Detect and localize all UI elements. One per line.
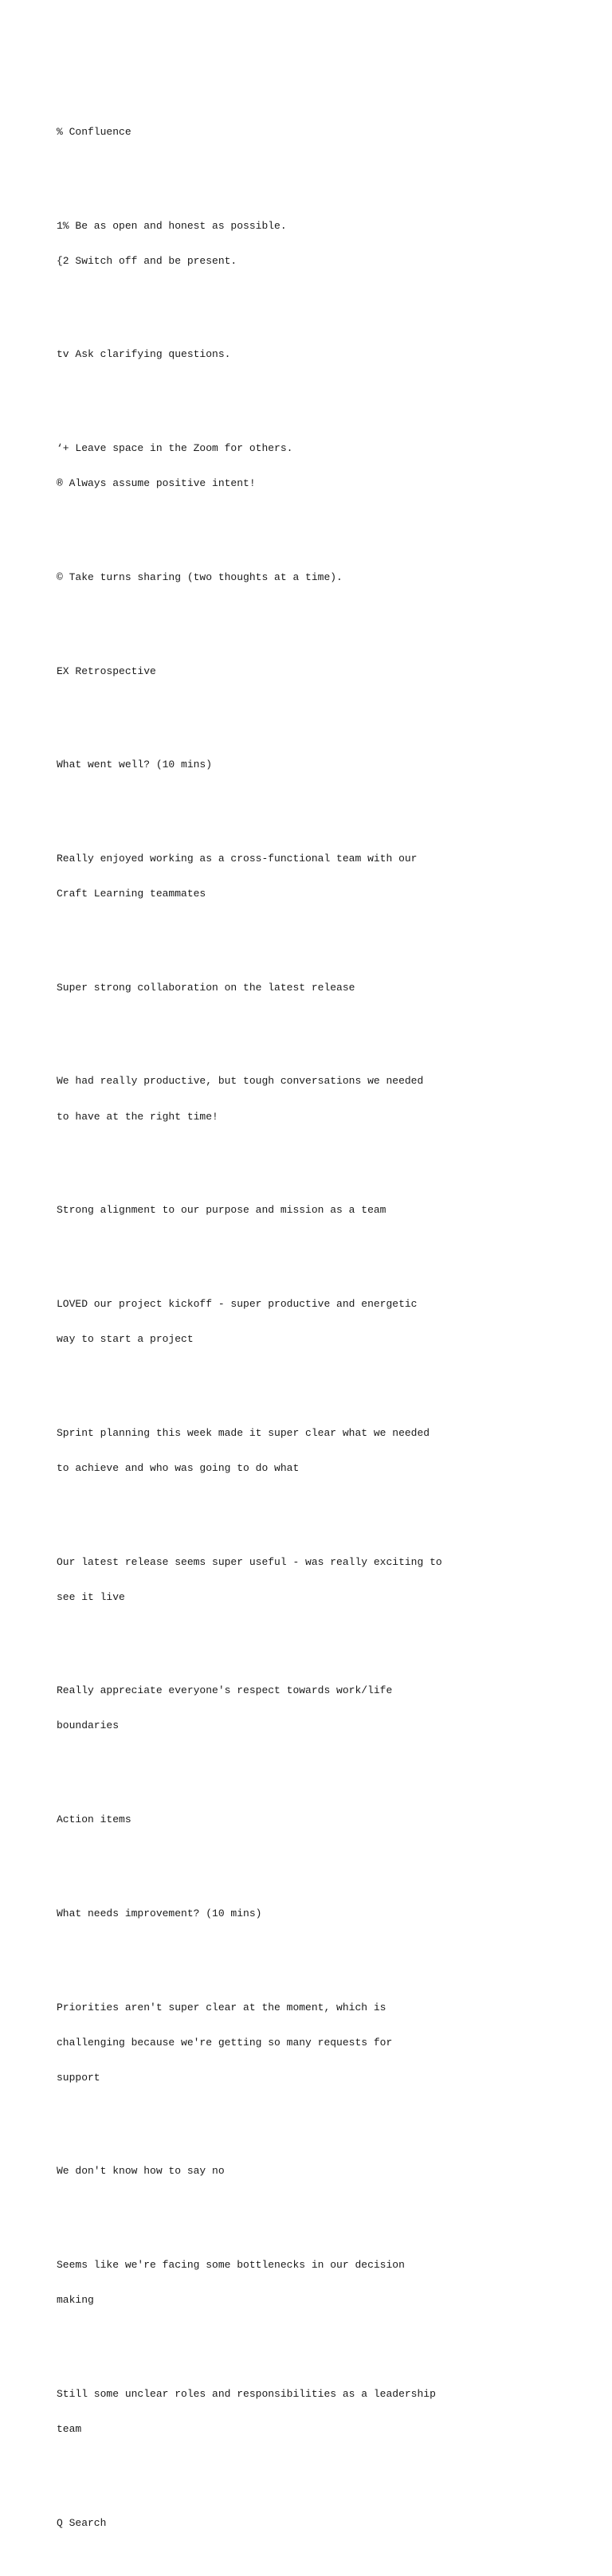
retro-note [57, 1978, 598, 2107]
text-line: LOVED our project kickoff - super productive and energetic [57, 1297, 418, 1310]
retro-note [57, 1053, 598, 1147]
section-heading [57, 642, 598, 701]
column-heading [57, 1791, 598, 1850]
text-line: Still some unclear roles and responsibilities as a leadership [57, 2387, 436, 2400]
text-line: We don't know how to say no [57, 2165, 225, 2178]
text-line: % Confluence [57, 125, 131, 138]
text-line: tv Ask clarifying questions. [57, 348, 231, 361]
text-line: Really enjoyed working as a cross-functional team with our [57, 852, 418, 865]
text-line: to achieve and who was going to do what [57, 1461, 300, 1474]
text-line: challenging because we're getting so many requests for [57, 2036, 393, 2049]
column-heading [57, 736, 598, 795]
search-label [57, 2494, 598, 2553]
column-heading [57, 1884, 598, 1943]
retro-note [57, 1662, 598, 1756]
text-line: making [57, 2294, 94, 2307]
app-title [57, 103, 598, 162]
text-line: boundaries [57, 1719, 120, 1732]
text-line: Super strong collaboration on the latest release [57, 981, 355, 994]
text-line: EX Retrospective [57, 665, 156, 677]
text-line: Our latest release seems super useful - was really exciting to [57, 1555, 442, 1568]
ground-rule-group [57, 197, 598, 291]
text-line: © Take turns sharing (two thoughts at a time). [57, 570, 343, 583]
retro-note [57, 1276, 598, 1370]
retro-note [57, 830, 598, 924]
text-line: see it live [57, 1590, 125, 1603]
retro-note [57, 1533, 598, 1627]
text-line: Priorities aren't super clear at the moment, which is [57, 2001, 386, 2013]
retro-note [57, 1404, 598, 1498]
text-line: Q Search [57, 2516, 107, 2529]
text-line: to have at the right time! [57, 1110, 218, 1123]
text-line: Strong alignment to our purpose and mission as a team [57, 1204, 386, 1217]
text-line: Craft Learning teammates [57, 888, 206, 900]
text-line: We had really productive, but tough conversations we needed [57, 1075, 424, 1088]
ground-rule [57, 548, 598, 607]
text-line: What went well? (10 mins) [57, 759, 213, 771]
ocr-document [57, 80, 598, 2576]
text-line: {2 Switch off and be present. [57, 254, 237, 267]
text-line: way to start a project [57, 1333, 194, 1346]
text-line: What needs improvement? (10 mins) [57, 1907, 262, 1919]
retro-note [57, 2366, 598, 2460]
retro-note [57, 2237, 598, 2331]
text-line: Seems like we're facing some bottlenecks in our decision [57, 2259, 405, 2272]
text-line: Action items [57, 1813, 131, 1826]
text-line: Sprint planning this week made it super clear what we needed [57, 1426, 430, 1439]
retro-note [57, 2143, 598, 2202]
text-line: team [57, 2423, 82, 2435]
text-line: ® Always assume positive intent! [57, 477, 256, 490]
text-line: support [57, 2071, 100, 2084]
text-line: Really appreciate everyone's respect towards work/life [57, 1684, 393, 1697]
retro-note [57, 1182, 598, 1241]
retro-note [57, 959, 598, 1017]
text-line: ‘+ Leave space in the Zoom for others. [57, 442, 293, 455]
text-line: 1% Be as open and honest as possible. [57, 219, 287, 232]
ground-rule-group [57, 420, 598, 514]
ground-rule [57, 326, 598, 385]
